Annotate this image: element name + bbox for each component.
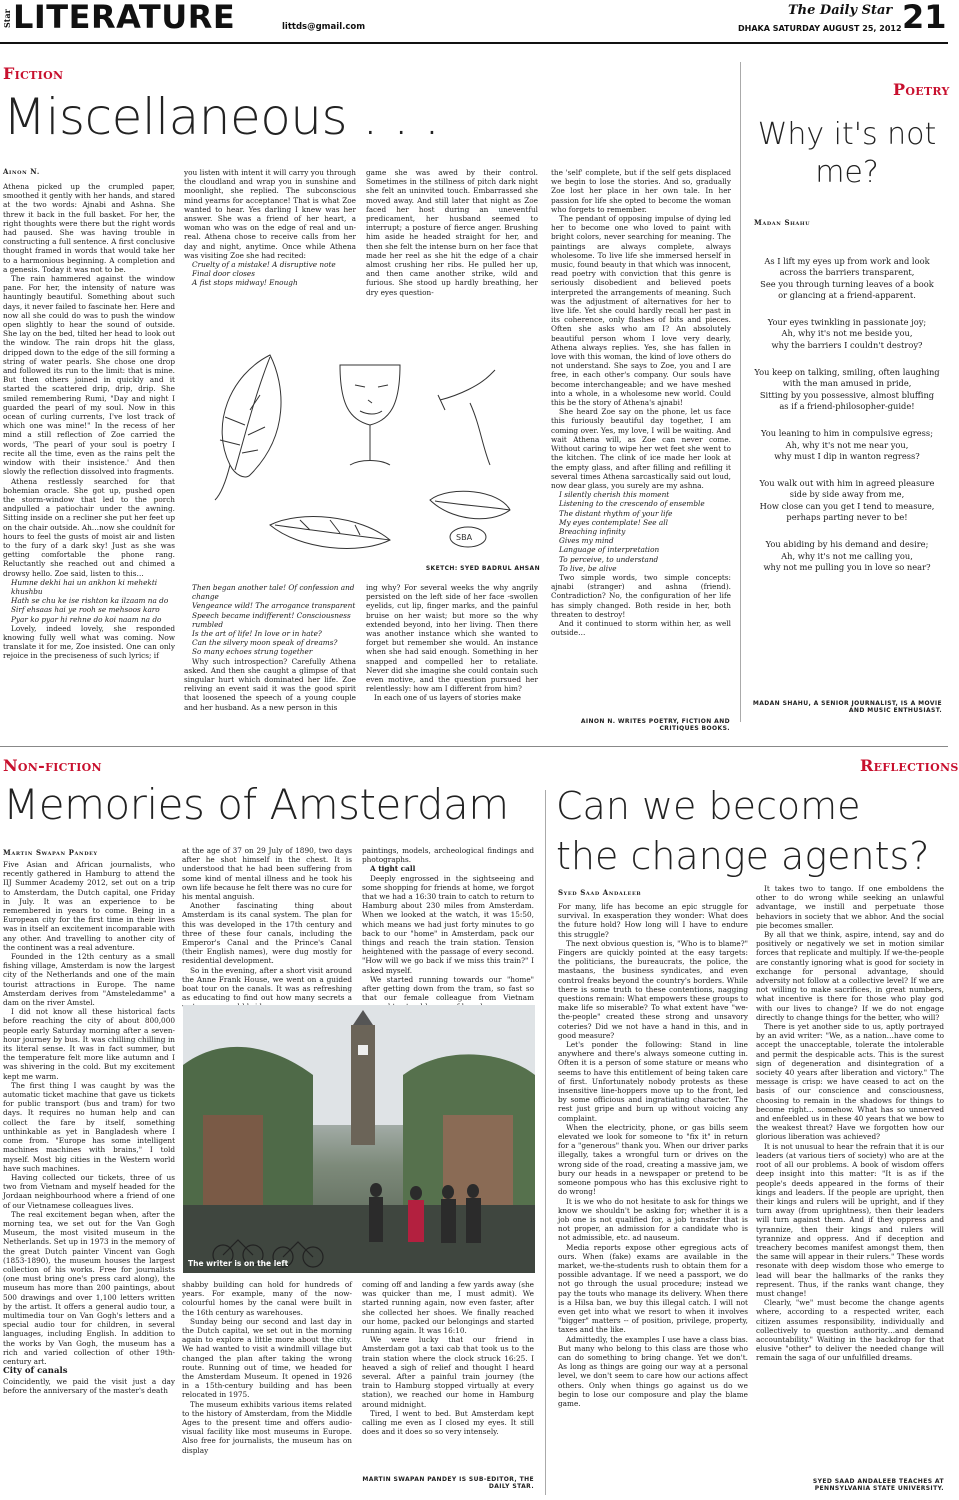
paragraph: The pendant of opposing impulse of dying led her to become one who loved to paint with bright colors, never searching for meaning. The paintings are always complete, always wholesome. To live life she immersed herself in music, found beauty in that which was innocent, read poetry with conviction that this genre is seriously disobedient and believed poets interpreted the arrangements of meaning. Such was the adjustment of alternatives for her to live life. Yet she could hardly recall her past in its coherence, only flashes of bits and pieces. Often she asks who am I? An absolutely beautiful person whom I love very dearly, Athena always replies. Yes, she has fallen in love with this woman, the kind of love others do not understand. She says to Zoe, you and I are free, in each other's company. Our souls have become interchangeable; and we have meshed into a whole, in a wholesome new world. Could this be the story of Athena's ajnabi! <box>551 214 731 408</box>
verse-line: Final door closes <box>192 269 255 279</box>
stanza <box>752 317 942 351</box>
fiction-col-2-bottom <box>184 583 356 743</box>
poem-line: why the barriers I couldn't destroy? <box>771 339 923 350</box>
paragraph: The next obvious question is, "Who is to blame?" Fingers are quickly pointed at the easy targets: the politicians, the bureaucrats, the police, the mastaans, the business syndicates, and even control freaks beyond the country's borders. While there is some truth to these contentions, nagging questions remain: What empowers these groups to make life so miserable? To what extent have "we-the-people" created these strong and unsavory coteries? Did we not have a hand in this, and in good measure? <box>558 938 748 1040</box>
subhead: City of canals <box>3 1366 68 1377</box>
poem-line: Sitting by you possessive, almost bluffing <box>759 389 935 400</box>
paragraph: There is yet another side to us, aptly portrayed by an avid writer: "We, as a nation…have come to accept the unacceptable, tolerate the intolerable and permit the despicable acts. This is the surest sign of degeneration and disintegration of a society 40 years after liberation and victory." The message is crisp: we have ceased to act on the basis of our conscience and consciousness, choosing to remain in the shadows for things to become right… somehow. What has so unnerved and enfeebled us in these 40 years that we bow to the weakest threat? Have we forgotten how our glorious liberation was achieved? <box>756 1022 944 1142</box>
paragraph: you listen with intent it will carry you through the cloudland and wrap you in sunshine and moonlight, she replied. The subconscious mind yearns for acceptance! That is what Zoe wanted to hear. Yes darling I knew was her answer. She was a friend of her heart, a woman who was on the edge of real and un-real. Athena chose to receive calls from her day and night, anytime. Once while Athena was visiting Zoe she had recited: <box>184 168 356 260</box>
paragraph: Lovely, indeed lovely, she responded knowing fully well what was coming. Now translate it for me, Zoe insisted. One can only rejoice in the preciseness of such lyrics; if <box>3 623 175 661</box>
paragraph: When the electricity, phone, or gas bills seem elevated we look for someone to "fix it" in return for a "generous" thank you. When our driver parks illegally, takes a wrongful turn or drives on the wrong side of the road, creating a massive jam, we bury our heads in a newspaper or pretend to be someone pompous who has this exclusive right to do wrong! <box>558 1122 748 1197</box>
paragraph: In each one of us layers of stories make <box>374 693 521 703</box>
nonfiction-author-note: MARTIN SWAPAN PANDEY IS SUB-EDITOR, THE DAILY STAR. <box>362 1476 534 1490</box>
verse-line: Speech became indifferent! Consciousness rumbled <box>192 610 351 629</box>
paragraph: Five Asian and African journalists, who recently gathered in Hamburg to attend the IIJ Summer Academy 2012, set out on a trip to Amsterdam, the Dutch capital, one Friday in July. It was an experience to be remembered in years to come. Being in a European city for the first time in their lives was in itself an excitement incomparable with any other. And travelling to another city of the continent was a real adventure. <box>3 860 175 952</box>
page-number: 21 <box>902 0 947 36</box>
section-title: LITERATURE <box>13 0 236 36</box>
verse-line: So many echoes strung together <box>192 647 313 657</box>
verse-line: The distant rhythm of your life <box>559 508 673 518</box>
poem-line: perhaps parting never to be! <box>786 512 908 523</box>
nonfiction-col-2-bottom <box>182 1280 352 1500</box>
verse-line: Listening to the crescendo of ensemble <box>559 499 705 509</box>
paragraph: So in the evening, after a short visit around the Anne Frank House, we went on a guided boat tour on the canals. It was as refreshing as educating to find out how many secrets a <box>182 965 352 1003</box>
paragraph: Media reports expose other egregious acts of ours. When (fake) exams are available in the market, we-the-students rush to obtain them for a possible advantage. If we need a passport, we do not go through the usual procedure; instead we pay the touts who manage its delivery. When there is a Hilsa ban, we buy this illegal catch. I will not even get into what we resort to when it involves "bigger" matters -- of position, privilege, property, taxes and the like. <box>558 1242 748 1335</box>
paragraph: Two simple words, two simple concepts: ajnabi (stranger) and ashna (friend). Contradiction? No, the configuration of her life has simply changed. Both reside in her, both threaten to destroy! <box>551 572 731 619</box>
paragraph: The rain hammered against the window pane. For her, the intensity of nature was hauntingly beautiful. Something about such days, it never failed to fascinate her. Here and now all she could do was to push the window open slightly to hear the sound of outside. She lay on the bed, tilted her head to look out the window. The rain drops hit the glass, dripped down to the edge of the sill forming a string of water pearls. She chose one drop and followed its run to the limit: that is mine. But then others joined in quickly and it started the scattered drip, drip, drip. She smiled remembering Rumi, "Day and night I guarded the pearl of my soul. Now in this ocean of curling currents, I've lost track of which one was mine!" In the recess of her mind a still reflection of Zoe carried the words, 'The pearl of your soul is poetry I recite all the time, even as the rains pelt the window with their insistence.' And then slowly the reflection dissolved into fragments. <box>3 274 175 477</box>
amsterdam-photo <box>183 1005 535 1273</box>
fiction-title: Miscellaneous . . . <box>3 88 440 146</box>
poem-line: Ah, why it's not me near you, <box>785 439 909 450</box>
fiction-col-3-top <box>366 168 538 318</box>
poem-line: As I lift my eyes up from work and look <box>764 256 930 266</box>
poetry-author-note: MADAN SHAHU, A SENIOR JOURNALIST, IS A MOVIE AND MUSIC ENTHUSIAST. <box>752 700 942 714</box>
reflections-author-note: SYED SAAD ANDALEEB TEACHES AT PENNSYLVANIA STATE UNIVERSITY. <box>812 1478 944 1492</box>
subhead: A tight call <box>370 864 416 874</box>
nonfiction-title: Memories of Amsterdam <box>3 780 509 829</box>
poem-line: You walk out with him in agreed pleasure <box>759 478 935 489</box>
paragraph: It is not unusual to hear the refrain that it is our leaders (at various tiers of society) who are at the root of all our problems. A book of wisdom offers deep insight into this matter: "It is as if the people's deeds appeared in the forms of their kings and leaders. If the people are upright, then their kings and rulers will be upright, and if they turn away (from uprightness), then their leaders will turn against them. And if they oppress and tyrannize, then their kings and rulers will tyrannize and oppress. And if deception and treachery becomes manifest amongst them, then the same will appear in their rulers." These words resonate with deep wisdom those who emerge to lead will bear the hallmarks of the ranks they represent. Thus, if the ranks want change, they must change! <box>756 1141 944 1298</box>
masthead <box>0 0 948 46</box>
fiction-author-note: AINON N. WRITES POETRY, FICTION AND CRITIQUES BOOKS. <box>580 718 730 732</box>
verse-line: To live, be alive <box>559 563 617 573</box>
paragraph: We were lucky that our friend in Amsterdam got a taxi cab that took us to the train station where the clock struck 16:25. I heaved a sigh of relief and thought I heard several. After a painful train journey (the train to Hamburg stopped virtually at every station), we reached our home in Hamburg around midnight. <box>362 1335 534 1409</box>
stanza <box>752 256 942 301</box>
poem-line: Ah, why it's not me calling you, <box>781 550 913 561</box>
issue-date: DHAKA SATURDAY AUGUST 25, 2012 <box>738 24 902 33</box>
stanza <box>752 367 942 412</box>
stanza <box>752 428 942 462</box>
sketch-illustration <box>190 325 540 573</box>
paragraph: Let's ponder the following: Stand in line anywhere and there's always someone cutting in. Often it is a person of some stature or means who seems to have this entitlement of being taken care of first. Unfortunately nobody protests as these insensitive line-hoppers move up to the front, led by some officious and ingratiating character. The rest just gripe and burn up without voicing any complaint. <box>558 1040 748 1123</box>
paragraph: We started running towards our "home" after getting down from the tram, so fast so that our female colleague from Vietnam <box>362 974 534 1003</box>
paragraph: game she was awed by their control. Sometimes in the stillness of pitch dark night she felt an uninvited touch. Embarrassed she moved away. And still later that night as Zoe faced her host during an uneventful predicament, her husband seemed to interrupt; a posture of fierce anger. Brushing him aside he headed straight for her, and then she felt the intense burn on her face that made her reel as she hit the edge of a chair almost crushing her ribs. He pulled her up, and then came another strike, wild and furious. She stood up hardly breathing, her dry eyes question- <box>366 168 538 297</box>
poem-line: with the man amused in pride, <box>782 378 912 389</box>
paragraph: Athena picked up the crumpled paper, smoothed it gently with her hands, and stared at the two words: Ajnabi and Ashna. She threw it back in the full basket. For her, the right thoughts were there but the right words had paused. She was having trouble in constructing a full sentence. A first conclusive thought framed in words that would take her to a harmonious beginning. A completion and a genesis. Today it was not to be. <box>3 182 175 274</box>
verse-line: A fist stops midway! Enough <box>192 278 298 288</box>
paragraph: Why such introspection? Carefully Athena asked. And then she caught a glimpse of that singular hurt which dominated her life. Zoe reliving an event said it was the good spirit that loosened the speech of a young couple and her husband. As a new person in this <box>184 656 356 712</box>
paragraph: Tired, I went to bed. But Amsterdam kept calling me even as I closed my eyes. It still does and it does so so very intensely. <box>362 1408 534 1437</box>
verse-line: My eyes contemplate! See all <box>559 517 668 527</box>
poem-line: See you through turning leaves of a book <box>760 278 934 289</box>
verse-line: Pyar ko pyar hi rehne do koi naam na do <box>11 614 162 624</box>
verse-line: Cruelty of a mistake! A disruptive note <box>192 260 336 270</box>
reflections-col-2 <box>756 884 944 1474</box>
paragraph: The real excitement began when, after the morning tea, we set out for the Van Gogh Museum, the most visited museum in the Netherlands. Set up in 1973 in the memory of the great Dutch painter Vincent van Gogh (1853-1890), the museum houses the largest collection of his works. Free for journalists (one must bring one's press card along), the museum has more than 200 paintings, about 500 drawings and over 1,100 letters written by the artist. It offers a general audio tour, a multimedia tour on Van Gogh's letters and a special audio tour for children, in several languages, including English. In addition to the works by Van Gogh, the museum has a rich and varied collection of other 19th-century art. <box>3 1209 175 1366</box>
paragraph: Founded in the 12th century as a small fishing village, Amsterdam is now the largest city of the Netherlands and one of the main tourist attractions in Europe. The name Amsterdam derives from "Amsteledamme" a dam on the river Amstel. <box>3 952 175 1008</box>
paragraph: at the age of 37 on 29 July of 1890, two days after he shot himself in the chest. It is understood that he had been suffering from some kind of mental illness and he took his own life because he felt there was no cure for his mental anguish. <box>182 846 352 902</box>
paragraph: Having collected our tickets, three of us two from Vietnam and myself headed for the Jordaan neighbourhood where a friend of one of our Vietnamese colleagues lives. <box>3 1172 175 1210</box>
nonfiction-byline: Martin Swapan Pandey <box>3 848 98 857</box>
poem-line: You keep on talking, smiling, often laughing <box>754 367 940 378</box>
reflections-title-line-2: the change agents? <box>556 834 930 878</box>
verse-line: Can the silvery moon speak of dreams? <box>192 638 338 648</box>
paragraph: And it continued to storm within her, as well outside… <box>551 618 731 638</box>
fiction-col-2-top <box>184 168 356 318</box>
reflections-col-1 <box>558 902 748 1500</box>
sketch-credit: SKETCH: SYED BADRUL AHSAN <box>425 565 540 572</box>
reflections-byline: Syed Saad Andaleeb <box>558 888 642 897</box>
poem-line: across the barriers transparent, <box>779 267 915 278</box>
fiction-col-1 <box>3 182 175 740</box>
stanza <box>752 539 942 573</box>
verse-line: Hath se chu ke ise rishton ka ilzaam na do <box>11 596 169 606</box>
reflections-title-line-1: Can we become <box>556 784 861 828</box>
verse-line: Gives my mind <box>559 536 614 546</box>
verse-line: Breaching infinity <box>559 526 626 536</box>
nonfiction-col-3-top <box>362 846 534 1003</box>
paragraph: Coincidently, we paid the visit just a day before the anniversary of the master's death <box>3 1377 175 1396</box>
paragraph: Another fascinating thing about Amsterdam is its canal system. The plan for this was developed in the 17th century and three of these four canals, including the Emperor's Canal and the Prince's Canal (their English names), were dug mostly for residential development. <box>182 901 352 966</box>
paragraph: It takes two to tango. If one emboldens the other to do wrong while seeking an unlawful advantage, we instill and perpetuate those behaviors in society that we abhor. And the social pie becomes smaller. <box>756 884 944 930</box>
paper-name: The Daily Star <box>788 3 893 18</box>
nonfiction-col-3-bottom <box>362 1280 534 1472</box>
nonfiction-col-1 <box>3 860 175 1500</box>
paragraph: paintings, models, archeological findings and photographs. <box>362 846 534 865</box>
paragraph: For many, life has become an epic struggle for survival. In exasperation they wonder: What does the future hold? How long will I have to endure this struggle? <box>558 902 748 939</box>
nonfiction-section-label: Non-fiction <box>3 756 102 775</box>
poem-line: You abiding by his demand and desire; <box>765 539 929 550</box>
poem-line: How close can you get I tend to measure, <box>759 500 935 511</box>
verse-line: Sirf ehsaas hai ye rooh se mehsoos karo <box>11 605 160 615</box>
sketch-signature: SBA <box>456 533 473 542</box>
poem-line: Ah, why it's not me beside you, <box>781 328 913 339</box>
paragraph: The museum exhibits various items related to the history of Amsterdam, from the Middle Ages to the present time and offers audio-visual facility like most museums in Europe. Also free for journalists, the museum has on display <box>182 1399 352 1455</box>
poem-line: as if a friend-philosopher-guide! <box>779 400 915 411</box>
poem-line: You leaning to him in compulsive egress; <box>760 428 933 439</box>
verse-line: Vengeance wild! The arrogance transparent <box>192 601 356 611</box>
poem-line: why not me pulling you in love so near? <box>763 561 931 572</box>
paragraph: The first thing I was caught by was the automatic ticket machine that gave us tickets for public transport (bus and tram) for two days. It requires no human help and can collect the fare by itself, something unthinkable as yet in Bangladesh where I come from. "Europe has some intelligent machines machines with brains," I told myself. Most big cities in the Western world have such machines. <box>3 1080 175 1173</box>
paragraph: I did not know all these historical facts before reaching the city of about 800,000 people early Saturday morning after a seven-hour journey by bus. It was chilling chilling in its literal sense. It was in fact summer, but the temperature felt more like autumn and I was shivering in the cold. But my excitement kept me warm. <box>3 1007 175 1081</box>
verse-line: I silently cherish this moment <box>559 490 670 500</box>
paragraph: It is we who do not hesitate to ask for things we know we shouldn't be asking for; whether it is a job one is not qualified for, a job transfer that is not proper, an admission for a candidate who is not admissible, etc. ad nauseum. <box>558 1196 748 1243</box>
stanza <box>752 478 942 523</box>
poetry-section-label: Poetry <box>893 80 950 99</box>
photo-scene <box>183 1005 535 1273</box>
paragraph: the 'self' complete, but if the self gets displaced we begin to lose the stories. And so, gradually Zoe lost her place in her own tale. In her passion for life she opted to become the woman who forgets to remember. <box>551 168 731 214</box>
paragraph: shabby building can hold for hundreds of years. For example, many of the now-colourful homes by the canal were built in the 16th century as warehouses. <box>182 1280 352 1317</box>
verse-line: Is the art of life! In love or in hate? <box>192 629 322 639</box>
nonfiction-col-2-top <box>182 846 352 1003</box>
paragraph: Clearly, "we" must become the change agents where, according to a respected writer, each citizen assumes responsibility, individually and collectively to question authority…and demand accountability." Waiting in the backdrop for that elusive "other" to deliver the needed change will remain the saga of our unfulfilled dreams. <box>756 1298 944 1363</box>
fiction-section-label: Fiction <box>3 64 64 83</box>
paragraph: Deeply engrossed in the sightseeing and some shopping for friends at home, we forgot that we had a 16:30 train to catch to return to Hamburg about 230 miles from Amsterdam. When we looked at the watch, it was 15:50, which means we had just forty minutes to go back to our "home" in Amsterdam, pack our things and reach the train station. Tension heightened with the passage of every second. "How will we go back if we miss this train?" I asked myself. <box>362 873 534 975</box>
poem-line: why must I dip in wanton regress? <box>774 450 920 461</box>
fiction-col-3-bottom <box>366 583 538 743</box>
verse-line: Language of interpretation <box>559 545 660 555</box>
paragraph: Admittedly, the examples I use have a class bias. But many who belong to this class are those who can do something to bring change. Yet we don't. As long as things are going our way at a personal level, we don't seem to care how our actions affect others. Only when things go against us do we begin to lose our composure and play the blame game. <box>558 1334 748 1408</box>
fiction-byline: Ainon N. <box>3 167 40 176</box>
verse-line: Humne dekhi hai un ankhon ki mehekti khushbu <box>11 577 158 596</box>
paragraph: Athena restlessly searched for that bohemian oracle. She got up, pushed open the storm-window that led to the porch andpulled a patiochair under the awning. Sitting inside on a recliner she put her feet up on the chair outside. Ah…now she couldnít for hours to feel the gusts of moist air and listen to the fury of a dark sky! Just as she was getting comfortable the phone rang. Reluctantly she reached out and chimed a drowsy hello. Zoe said, listen to this… <box>3 476 175 578</box>
poem-line: side by side away from me, <box>789 489 905 500</box>
star-logo: Star <box>2 9 12 28</box>
paragraph: coming off and landing a few yards away (she was quicker than me, I must admit). We started running again, now even faster, after she collected her shoes. We finally reached our home, packed our belongings and started running again. It was 16:10. <box>362 1280 534 1336</box>
poem-line: or glancing at a friend-apparent. <box>778 289 916 300</box>
paragraph: Sunday being our second and last day in the Dutch capital, we set out in the morning again to explore a little more about the city. We had wanted to visit a windmill village but changed the plan after taking the wrong route. Running out of time, we headed for the Amsterdam Museum. It opened in 1926 in a 15th-century building and has been relocated in 1975. <box>182 1316 352 1400</box>
poetry-title: Why it's not me? <box>757 117 937 190</box>
poem-line: Your eyes twinkling in passionate joy; <box>767 317 927 328</box>
verse-line: Then began another tale! Of confession and change <box>192 583 355 602</box>
poetry-byline: Madan Shahu <box>754 218 811 227</box>
photo-caption: The writer is on the left <box>188 1259 289 1268</box>
sketch-drawing <box>190 325 540 573</box>
verse-line: To perceive, to understand <box>559 554 659 564</box>
poem-body <box>752 256 942 589</box>
paragraph: By all that we think, aspire, intend, say and do positively or negatively we set in motion similar forces that replicate and multiply. If we-the-people are constantly ignoring what is good for society in exchange for personal advantage, should adversity not follow at a collective level? If we are not willing to make sacrifices, in great numbers, what incentive is there for those who play god with our lives to change? If we do not engage directly to change things for the better, who will? <box>756 930 944 1022</box>
paragraph: She heard Zoe say on the phone, let us face this furiously beautiful day together, I am coming over. Yes, my love, I will be waiting. And wait Athena will, as Zoe can never come. Without caring to wipe her wet feet she went to the kitchen. The clink of ice made her look at the empty glass, and after filling and refilling it several times Athena sarcastically said out loud, now dear glass, you surely are my ashna. <box>551 407 731 490</box>
reflections-section-label: Reflections <box>860 756 959 775</box>
email-link[interactable]: littds@gmail.com <box>282 22 366 32</box>
fiction-col-4 <box>551 168 731 713</box>
paragraph: ing why? For several weeks the why angrily persisted on the left side of her face -swollen eyelids, cut lip, finger marks, and the painful bruise on her waist; but more so the why extended beyond, into her living. Then there was another instance which she wanted to forget but remember she would. An instance when she had said enough. Something in her snapped and compelled her to retaliate. Never did she imagine she could contain such even motive, and the question pursued her relentlessly: how am I different from him? <box>366 583 538 694</box>
